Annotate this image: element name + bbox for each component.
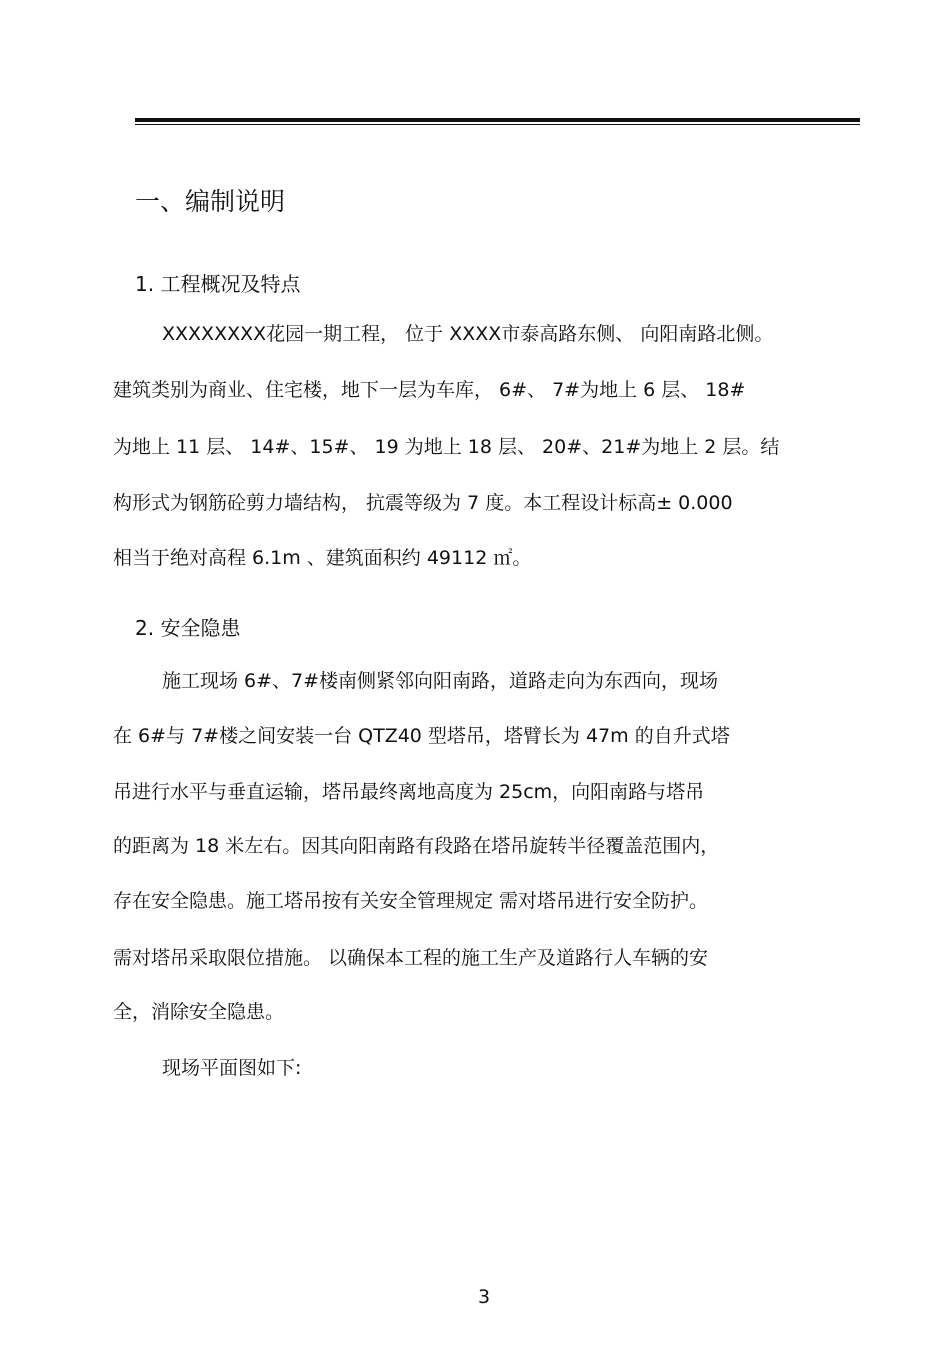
section-2-line-2: 在 6#与 7#楼之间安装一台 QTZ40 型塔吊，塔臂长为 47m 的自升式塔 (113, 725, 730, 747)
section-2-line-6: 需对塔吊采取限位措施。 以确保本工程的施工生产及道路行人车辆的安 (113, 947, 709, 969)
section-2-line-3: 吊进行水平与垂直运输，塔吊最终离地高度为 25cm，向阳南路与塔吊 (113, 781, 705, 803)
section-1-line-3: 为地上 11 层、 14#、15#、 19 为地上 18 层、 20#、21#为地上 2 层。结 (113, 436, 780, 458)
section-2-line-8: 现场平面图如下: (162, 1057, 302, 1079)
section-1-title: 1. 工程概况及特点 (135, 272, 301, 296)
section-2-title: 2. 安全隐患 (135, 616, 241, 640)
section-2-line-1: 施工现场 6#、7#楼南侧紧邻向阳南路，道路走向为东西向，现场 (162, 670, 719, 692)
section-2-line-4: 的距离为 18 米左右。因其向阳南路有段路在塔吊旋转半径覆盖范围内， (113, 835, 720, 857)
section-1-line-5: 相当于绝对高程 6.1m 、建筑面积约 49112 ㎡。 (113, 547, 532, 569)
page-number: 3 (477, 1286, 491, 1308)
section-1-line-4: 构形式为钢筋砼剪力墙结构， 抗震等级为 7 度。本工程设计标高± 0.000 (113, 492, 733, 514)
chapter-heading: 一、编制说明 (135, 187, 286, 216)
section-1-line-1: XXXXXXXX花园一期工程， 位于 XXXX市泰高路东侧、 向阳南路北侧。 (162, 323, 774, 345)
header-rule-thick (135, 118, 860, 122)
header-rule-thin (135, 124, 860, 125)
section-2-line-5: 存在安全隐患。施工塔吊按有关安全管理规定 需对塔吊进行安全防护。 (113, 890, 709, 912)
section-2-line-7: 全，消除安全隐患。 (113, 1001, 285, 1023)
section-1-line-2: 建筑类别为商业、住宅楼，地下一层为车库， 6#、 7#为地上 6 层、 18# (113, 379, 746, 401)
